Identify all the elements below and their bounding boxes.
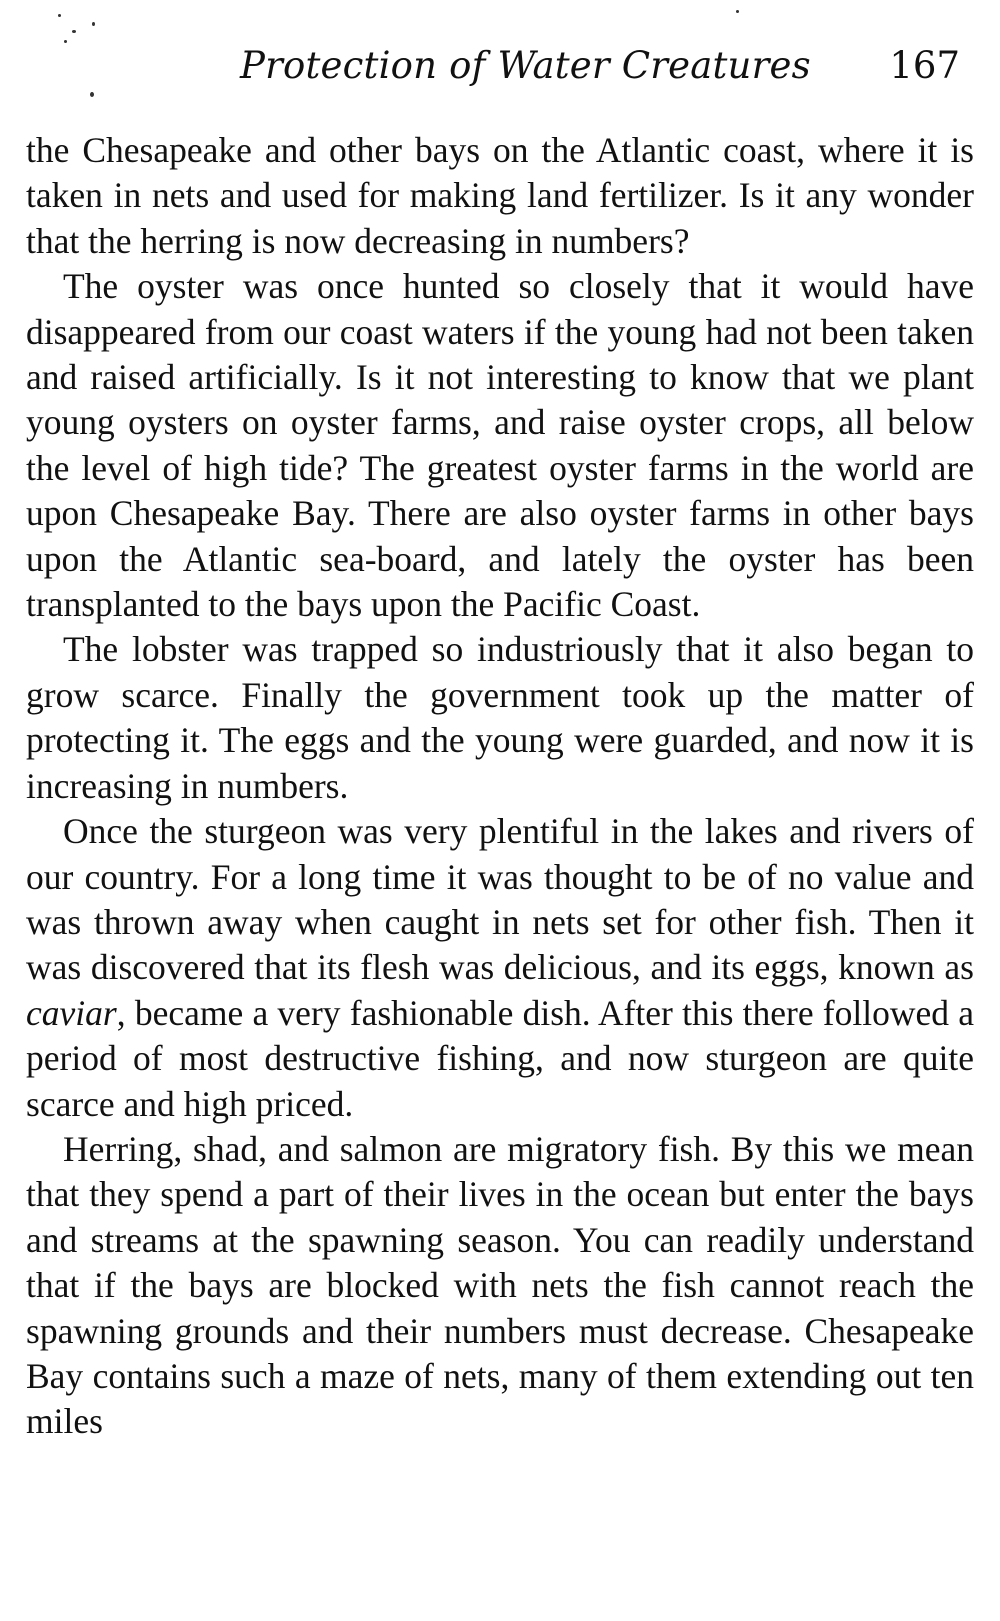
- paragraph-continued: the Chesapeake and other bays on the Atlantic coast, where it is taken in nets and used for making land fertilizer. Is it any wonder that the herring is now decreasing in numbers?: [26, 130, 974, 261]
- page-number: 167: [889, 44, 960, 87]
- body-text: [26, 128, 974, 1445]
- sturgeon-text-end: , became a very fashionable dish. After this there followed a period of most destructive fishing, and now sturgeon are quite scarce and high priced.: [26, 992, 974, 1124]
- running-title: Protection of Water Creatures: [240, 44, 811, 87]
- running-head: [0, 44, 1000, 94]
- paragraph-migratory-fish: Herring, shad, and salmon are migratory fish. By this we mean that they spend a part of their lives in the ocean but enter the bays and streams at the spawning season. You can readily understand that if the bays are blocked with nets the fish cannot reach the spawning grounds and their numbers must decrease. Chesapeake Bay contains such a maze of nets, many of them extending out ten miles: [26, 1128, 974, 1442]
- caviar-term: caviar: [26, 992, 117, 1033]
- paragraph-sturgeon: [26, 809, 974, 1127]
- sturgeon-text-start: Once the sturgeon was very plentiful in the lakes and rivers of our country. For a long time it was thought to be of no value and was thrown away when caught in nets set for other fish. Then it was discovered that its flesh was delicious, and its eggs, known as: [26, 811, 974, 988]
- paragraph-oyster: The oyster was once hunted so closely that it would have disappeared from our coast waters if the young had not been taken and raised artificially. Is it not interesting to know that we plant young oysters on oyster farms, and raise oyster crops, all below the level of high tide? The greatest oyster farms in the world are upon Chesapeake Bay. There are also oyster farms in other bays upon the Atlantic sea-board, and lately the oyster has been transplanted to the bays upon the Pacific Coast.: [26, 266, 974, 625]
- paragraph-lobster: The lobster was trapped so industriously that it also began to grow scarce. Finally the government took up the matter of protecting it. The eggs and the young were guarded, and now it is increasing in numbers.: [26, 629, 974, 806]
